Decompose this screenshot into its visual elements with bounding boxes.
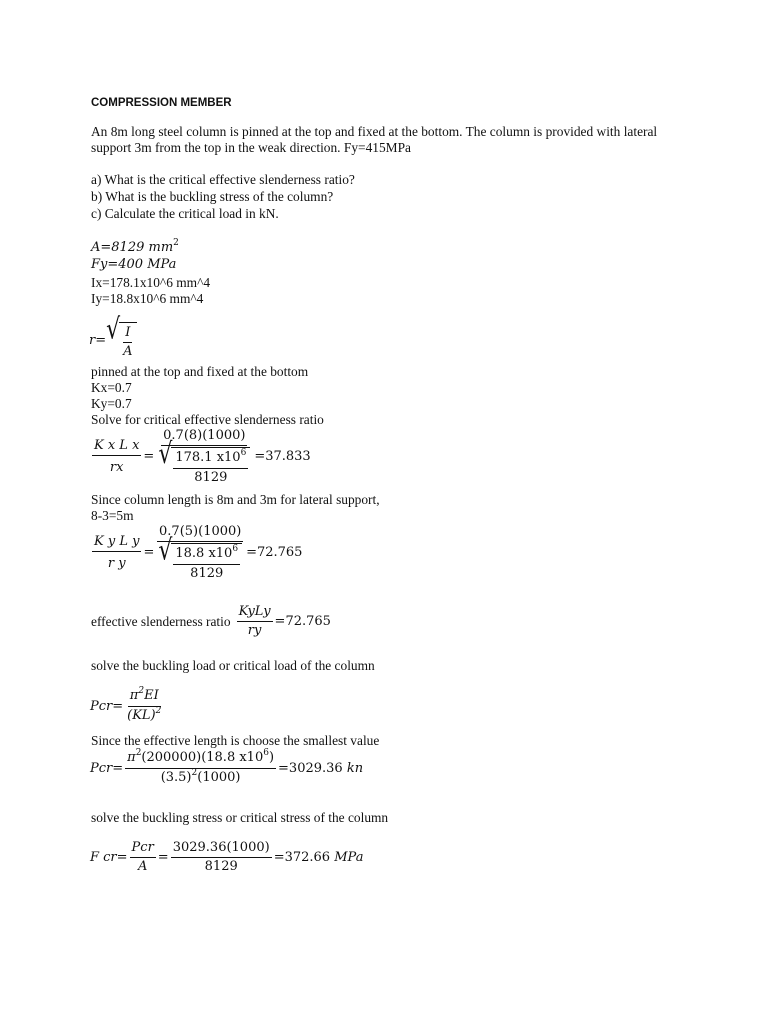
unit-factor: (1000) [197, 770, 241, 785]
slenderness-y-result: =72.765 [246, 545, 303, 560]
smallest-value-note: Since the effective length is choose the smallest value [91, 733, 380, 748]
fcr-f2-num: 3029.36(1000) [171, 840, 272, 858]
sqrt-symbol: √ $\frac{18.8 x10^6}{8129}$ [158, 543, 242, 582]
kyly-den: r y [107, 556, 126, 571]
kxlx-fraction [92, 438, 141, 476]
euler-fraction [125, 688, 163, 725]
radius-den: A [123, 344, 133, 359]
given-iy: Iy=18.8x10^6 mm^4 [91, 291, 204, 306]
question-a: a) What is the critical effective slenderness ratio? [91, 172, 355, 187]
pcr-calculation [90, 750, 363, 787]
rx-num [173, 450, 248, 469]
kl-value: (3.5) [160, 770, 192, 785]
ry-den: 8129 [190, 566, 224, 581]
effective-ratio-result: =72.765 [274, 613, 331, 629]
question-c: c) Calculate the critical load in kN. [91, 206, 279, 221]
radius-fraction [121, 325, 134, 360]
sqrt-symbol: √ $\frac{178.1 x10^6}{8129}$ [158, 447, 250, 486]
ky-value: Ky=0.7 [91, 396, 132, 411]
pcr-num-end: ) [268, 750, 275, 765]
radius-lhs: r= [89, 333, 107, 348]
pcr-num-middle: (200000)(18.8 x10 [141, 750, 264, 765]
ei-term: EI [144, 688, 159, 703]
support-condition: pinned at the top and fixed at the bottom [91, 364, 309, 379]
ix-exponent: 6 [240, 448, 247, 458]
rx-fraction [173, 450, 248, 486]
euler-num [128, 688, 161, 707]
fcr-f1-den: A [137, 859, 148, 874]
effective-ratio-label: effective slenderness ratio [91, 613, 231, 629]
fcr-f2-den: 8129 [204, 859, 238, 874]
fcr-fraction-1 [130, 840, 156, 875]
fcr-result: =372.66 [273, 849, 331, 865]
length-calc: 8-3=5m [91, 508, 134, 523]
kyly-num: K y L y [92, 534, 141, 552]
fcr-calculation [90, 840, 363, 875]
problem-line-1: An 8m long steel column is pinned at the top and fixed at the bottom. The column is provided with lateral [91, 124, 658, 139]
solve-load-heading: solve the buckling load or critical load of the column [91, 658, 375, 673]
fcr-unit: MPa [334, 849, 364, 865]
kxlx-den: rx [109, 460, 124, 475]
pcr-den [159, 769, 243, 787]
slenderness-x-equation: $\frac{\text{K x L x}}{rx}$ = 0.7(8)(1000) √ $\frac{178.1 x10^6}{8129}$ =37.833 [94, 428, 311, 485]
fcr-f1-num: Pcr [130, 840, 156, 858]
area-exponent: 2 [173, 238, 179, 248]
solve-stress-heading: solve the buckling stress or critical stress of the column [91, 810, 389, 825]
fcr-fraction-2 [171, 840, 272, 875]
ix-value: 178.1 x10 [175, 450, 241, 465]
rx-den: 8129 [194, 470, 228, 485]
sqrt-symbol: √ $\frac{I}{A}$ [106, 322, 136, 360]
pcr-num [125, 750, 276, 769]
euler-den [125, 707, 163, 725]
pcr-result: =3029.36 [278, 760, 343, 776]
pi-exponent: 2 [135, 748, 142, 758]
area-value: =8129 mm [100, 240, 174, 255]
kl-exponent: 2 [191, 768, 198, 778]
kxlx-value-fraction [156, 428, 252, 486]
kyly-value-fraction [156, 524, 244, 582]
document-title: COMPRESSION MEMBER [91, 97, 232, 109]
ry-num [173, 546, 240, 565]
slenderness-y-equation: $\frac{\text{K y L y}}{\text{r y}}$ = 0.7(5)(1000) √ $\frac{18.8 x10^6}{8129}$ =72.765 [94, 524, 303, 581]
kx-value: Kx=0.7 [91, 380, 132, 395]
ry-fraction [173, 546, 240, 582]
iy-exponent: 6 [263, 748, 269, 758]
area-symbol: A [91, 240, 101, 255]
given-area [91, 240, 179, 257]
solve-ratio-heading: Solve for critical effective slenderness ratio [91, 412, 324, 427]
radius-num: I [123, 325, 132, 343]
pcr-fraction [125, 750, 276, 787]
fcr-equals: = [157, 849, 169, 865]
given-fy: Fy=400 MPa [91, 257, 177, 272]
given-ix: Ix=178.1x10^6 mm^4 [91, 275, 211, 290]
problem-line-2: support 3m from the top in the weak direction. Fy=415MPa [91, 140, 411, 155]
pcr-lhs: Pcr= [90, 760, 124, 776]
pi-exponent: 2 [138, 686, 145, 696]
kxlx-value-den [156, 438, 252, 486]
effective-ratio-line [91, 604, 331, 639]
radius-formula [89, 313, 137, 360]
iy-value: 18.8 x10 [175, 546, 233, 561]
slenderness-x-result: =37.833 [254, 449, 311, 464]
length-note: Since column length is 8m and 3m for lateral support, [91, 492, 380, 507]
question-b: b) What is the buckling stress of the column? [91, 189, 334, 204]
fcr-lhs: F cr= [90, 849, 128, 865]
pi-symbol: π [127, 750, 136, 765]
pi-symbol: π [129, 688, 139, 703]
effective-ratio-num: KyLy [237, 604, 273, 622]
kxlx-value-num: 0.7(8)(1000) [161, 428, 247, 446]
kxlx-num: K x L x [92, 438, 141, 456]
kyly-value-num: 0.7(5)(1000) [157, 524, 243, 542]
effective-ratio-fraction [237, 604, 273, 639]
pcr-unit: kn [346, 760, 364, 776]
kl-exponent: 2 [155, 706, 162, 716]
euler-lhs: Pcr= [90, 698, 124, 714]
effective-ratio-den: ry [247, 623, 262, 638]
kyly-fraction [92, 534, 141, 572]
kl-term: (KL) [127, 708, 156, 723]
kyly-value-den [156, 534, 244, 582]
euler-formula [90, 688, 165, 725]
iy-exponent: 6 [232, 544, 239, 554]
